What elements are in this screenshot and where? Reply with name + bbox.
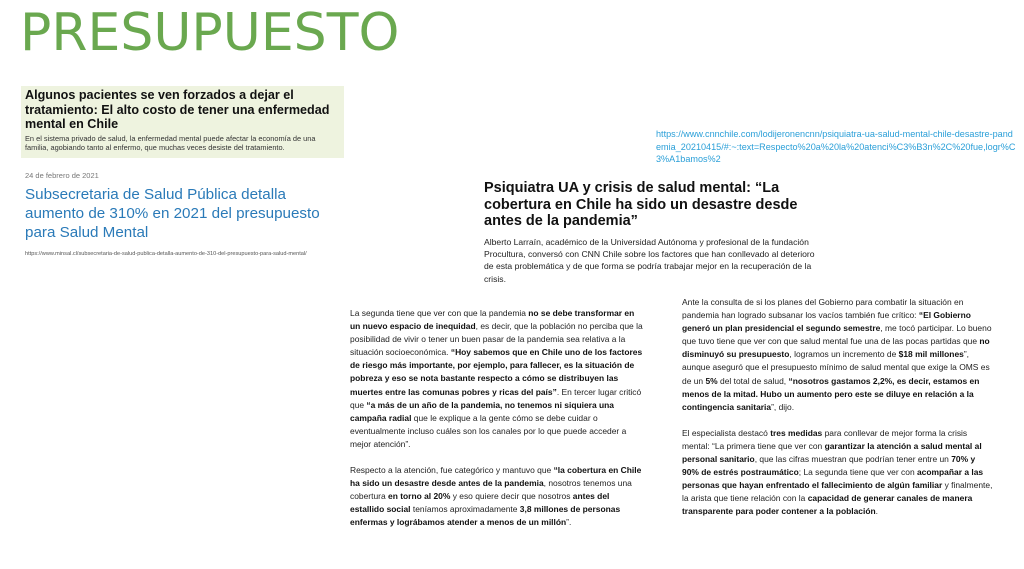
minsal-article-title: Subsecretaria de Salud Pública detalla aumento de 310% en 2021 del presupuesto para Salud Mental xyxy=(25,186,320,241)
text-run: ”, aunque aseguró que el presupuesto mínimo de salud mental que exige la OMS es de un xyxy=(682,349,990,386)
bold-text-run: “nosotros gastamos 2,2%, es decir, estamos en menos de la mitad. Hubo un aumento pero este se diluye en relación a la contingencia sanitaria xyxy=(682,375,980,412)
cnn-article-title: Psiquiatra UA y crisis de salud mental: “La cobertura en Chile ha sido un desastre desde antes de la pandemia” xyxy=(484,180,798,229)
text-run: y eso quiere decir que nosotros xyxy=(450,491,573,502)
bold-text-run: en torno al 20% xyxy=(388,491,451,502)
cnn-url-link[interactable]: https://www.cnnchile.com/lodijeronencnn/psiquiatra-ua-salud-mental-chile-desastre-pandemia_20210415/#:~:text=Respecto%20a%20la%20atenci%C3%B3n%2C%20fue,logr%C3%A1bamos%2 xyxy=(656,129,1016,164)
text-run: . En tercer lugar criticó que xyxy=(350,386,642,410)
slide-title: PRESUPUESTO xyxy=(20,3,400,63)
text-run: , nosotros tenemos una cobertura xyxy=(350,478,632,502)
column-paragraph xyxy=(682,427,994,519)
bold-text-run: garantizar la atención a salud mental al personal sanitario xyxy=(682,440,982,465)
bold-text-run: “a más de un año de la pandemia, no tenemos ni siquiera una campaña radial xyxy=(350,399,614,423)
text-run: teníamos aproximadamente xyxy=(410,504,520,515)
bold-text-run: antes del estallido social xyxy=(350,491,610,515)
text-run: La segunda tiene que ver con que la pandemia xyxy=(350,308,529,318)
minsal-date: 24 de febrero de 2021 xyxy=(25,171,99,180)
bold-text-run: “la cobertura en Chile ha sido un desastre desde antes de la pandemia xyxy=(350,465,642,489)
bold-text-run: 70% y 90% de estrés postraumático xyxy=(682,454,976,478)
text-run: , que las cifras muestran que podrían tener entre un xyxy=(754,454,952,465)
news-clipping-headline xyxy=(21,86,344,158)
text-run: , es decir, que la población no perciba que la posibilidad de vivir o tener un buen pasar de la pandemia sea relativa a la situación socioeconómica. xyxy=(350,321,643,358)
text-run: , logramos un incremento de xyxy=(789,349,899,360)
text-run: ”, dijo. xyxy=(771,401,795,412)
bold-text-run: $18 mil millones xyxy=(898,349,964,360)
article-column-right xyxy=(682,296,994,532)
text-run: del total de salud, xyxy=(717,375,789,386)
bold-text-run: 3,8 millones de personas enfermas y lográbamos atender a menos de un millón xyxy=(350,504,621,528)
text-run: ”. xyxy=(566,517,572,528)
article-column-left xyxy=(350,307,644,543)
column-paragraph xyxy=(350,464,644,529)
bold-text-run: capacidad de generar canales de manera transparente para poder contener a la población xyxy=(682,493,973,517)
column-paragraph xyxy=(682,296,994,414)
bold-text-run: tres medidas xyxy=(770,427,823,438)
bold-text-run: 5% xyxy=(705,375,718,386)
text-run: Ante la consulta de si los planes del Gobierno para combatir la situación en pandemia han logrado subsanar los vacíos también fue crítico: xyxy=(682,297,964,321)
clipping-headline: Algunos pacientes se ven forzados a dejar el tratamiento: El alto costo de tener una enfermedad mental en Chile xyxy=(25,88,330,131)
clipping-subheadline: En el sistema privado de salud, la enfermedad mental puede afectar la economía de una familia, agobiando tanto al enfermo, que muchas veces desiste del tratamiento. xyxy=(25,133,316,152)
column-paragraph xyxy=(350,307,644,451)
text-run: , me tocó participar. Lo bueno que tuvo tiene que ver con que salud mental fue una de las pocas partidas que xyxy=(682,323,992,347)
text-run: El especialista destacó xyxy=(682,427,771,438)
bold-text-run: “Hoy sabemos que en Chile uno de los factores de riesgo más importante, por ejemplo, para fallecer, es la situación de pobreza y eso se nota bastante respecto a cómo se distribuyen las muertes entre las comunas pobres y ricas del país” xyxy=(350,347,643,397)
text-run: que le explique a la gente cómo se debe cuidar o eventualmente incluso cuáles son los canales por lo que puede acceder a mejor atención”. xyxy=(350,412,627,449)
text-run: . xyxy=(875,506,879,517)
text-run: para conllevar de mejor forma la crisis mental: “La primera tiene que ver con xyxy=(682,427,968,451)
text-run: y finalmente, la arista que tiene relación con la xyxy=(682,480,993,504)
cnn-article-lead: Alberto Larraín, académico de la Universidad Autónoma y profesional de la fundación Procultura, conversó con CNN Chile sobre los factores que han conllevado al deterioro de esta problemática y de que forma se podría trabajar mejor en la recuperación de la crisis. xyxy=(484,237,815,284)
text-run: Respecto a la atención, fue categórico y mantuvo que xyxy=(350,465,554,476)
bold-text-run: no disminuyó su presupuesto xyxy=(682,336,990,360)
minsal-url: https://www.minsal.cl/subsecretaria-de-salud-publica-detalla-aumento-de-310-del-presupuesto-para-salud-mental/ xyxy=(25,251,307,257)
bold-text-run: “El Gobierno generó un plan presidencial el segundo semestre xyxy=(682,310,971,334)
bold-text-run: no se debe transformar en un nuevo espacio de inequidad xyxy=(350,308,635,332)
text-run: ; La segunda tiene que ver con xyxy=(798,467,917,478)
bold-text-run: acompañar a las personas que hayan enfrentado el fallecimiento de algún familiar xyxy=(682,467,984,491)
